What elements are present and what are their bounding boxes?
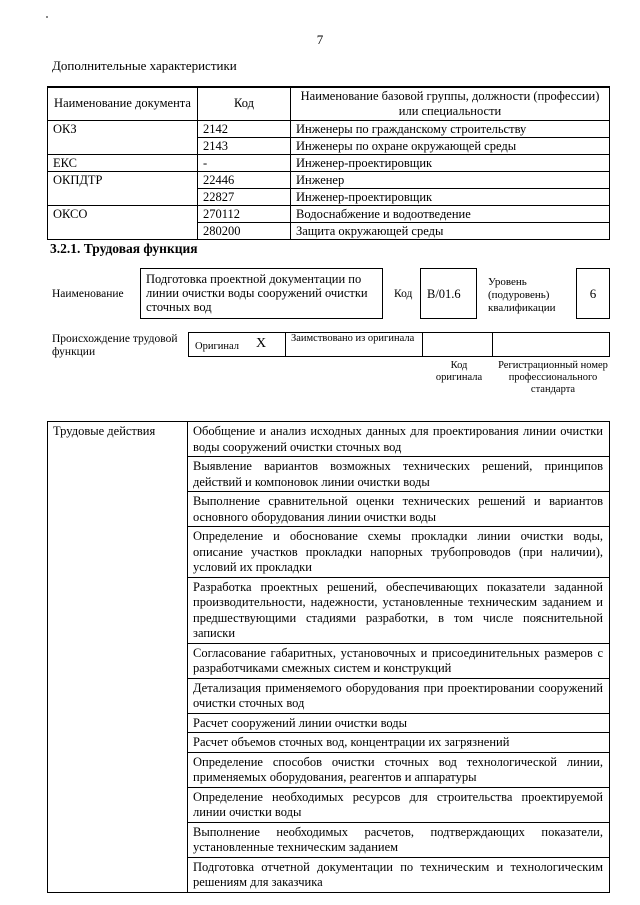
- name-cell: Водоснабжение и водоотведение: [291, 205, 610, 222]
- doc-cell: [48, 222, 198, 239]
- name-cell: Инженер: [291, 171, 610, 188]
- labor-action-item: Разработка проектных решений, обеспечивающих показатели заданной производительности, надежности, установленные техническим заданием и предшествующими стадиями разработки, в том числе пояснительной записки: [188, 577, 610, 643]
- doc-cell: [48, 188, 198, 205]
- scan-speck: [46, 16, 48, 18]
- additional-characteristics-table: [47, 86, 610, 240]
- original-mark: X: [234, 332, 286, 357]
- table-row: [48, 205, 610, 222]
- table-row: [48, 154, 610, 171]
- labor-action-item: Согласование габаритных, установочных и присоединительных размеров с разработчиками смежных систем и конструкций: [188, 643, 610, 678]
- name-cell: Защита окружающей среды: [291, 222, 610, 239]
- doc-cell: [48, 137, 198, 154]
- code-cell: 22446: [198, 171, 291, 188]
- name-cell: Инженер-проектировщик: [291, 154, 610, 171]
- code-cell: 270112: [198, 205, 291, 222]
- labor-action-item: Выполнение сравнительной оценки технических решений и вариантов основного оборудования линии очистки воды: [188, 492, 610, 527]
- labor-actions-table: [47, 421, 610, 893]
- name-cell: Инженер-проектировщик: [291, 188, 610, 205]
- name-cell: Инженеры по охране окружающей среды: [291, 137, 610, 154]
- labor-action-item: Расчет объемов сточных вод, концентрации их загрязнений: [188, 733, 610, 753]
- page-number: 7: [316, 32, 324, 47]
- function-name-box: Подготовка проектной документации по линии очистки воды сооружений очистки сточных вод: [140, 268, 383, 319]
- original-code-cell: [422, 332, 493, 357]
- labor-action-item: Подготовка отчетной документации по техническим и технологическим решениям для заказчика: [188, 857, 610, 892]
- qualification-level-label: Уровень (подуровень) квалификации: [488, 276, 556, 314]
- labor-action-item: Расчет сооружений линии очистки воды: [188, 713, 610, 733]
- function-code-box: B/01.6: [420, 268, 477, 319]
- table-row: [48, 137, 610, 154]
- code-cell: -: [198, 154, 291, 171]
- section-heading: Дополнительные характеристики: [52, 58, 237, 73]
- table-row: [48, 222, 610, 239]
- labor-actions-label: Трудовые действия: [48, 422, 188, 893]
- doc-cell: ЕКС: [48, 154, 198, 171]
- borrowed-label: Заимствовано из оригинала: [285, 332, 423, 357]
- reg-number-cell: [492, 332, 610, 357]
- labor-action-item: Выполнение необходимых расчетов, подтверждающих показатели, установленные техническим заданием: [188, 822, 610, 857]
- labor-action-item: Детализация применяемого оборудования при проектировании сооружений очистки сточных вод: [188, 678, 610, 713]
- code-cell: 2142: [198, 120, 291, 137]
- name-cell: Инженеры по гражданскому строительству: [291, 120, 610, 137]
- header-document: Наименование документа: [48, 87, 198, 120]
- doc-cell: ОКСО: [48, 205, 198, 222]
- original-code-label: Код оригинала: [435, 360, 483, 383]
- name-label: Наименование: [52, 288, 124, 300]
- table-row: [48, 422, 610, 457]
- code-cell: 280200: [198, 222, 291, 239]
- original-label: Оригинал: [188, 332, 235, 357]
- labor-action-item: Обобщение и анализ исходных данных для проектирования линии очистки воды сооружений очистки сточных вод: [188, 422, 610, 457]
- origin-label: Происхождение трудовой функции: [52, 333, 178, 358]
- code-cell: 22827: [198, 188, 291, 205]
- table-row: [48, 188, 610, 205]
- code-cell: 2143: [198, 137, 291, 154]
- code-label: Код: [394, 288, 413, 300]
- labor-action-item: Определение способов очистки сточных вод технологической линии, применяемых оборудования, реагентов и аппаратуры: [188, 752, 610, 787]
- qualification-level-box: 6: [576, 268, 610, 319]
- labor-function-heading: 3.2.1. Трудовая функция: [50, 241, 198, 256]
- doc-cell: ОКПДТР: [48, 171, 198, 188]
- header-group-name: Наименование базовой группы, должности (профессии) или специальности: [291, 87, 610, 120]
- header-code: Код: [198, 87, 291, 120]
- table-row: [48, 171, 610, 188]
- table-row: [48, 120, 610, 137]
- reg-number-label: Регистрационный номер профессионального стандарта: [498, 360, 608, 395]
- doc-cell: ОКЗ: [48, 120, 198, 137]
- labor-action-item: Определение и обоснование схемы прокладки линии очистки воды, описание участков прокладки напорных трубопроводов (при наличии), условий их прокладки: [188, 527, 610, 578]
- labor-action-item: Определение необходимых ресурсов для строительства проектируемой линии очистки воды: [188, 787, 610, 822]
- labor-action-item: Выявление вариантов возможных технических решений, принципов действий и компоновок линии очистки воды: [188, 457, 610, 492]
